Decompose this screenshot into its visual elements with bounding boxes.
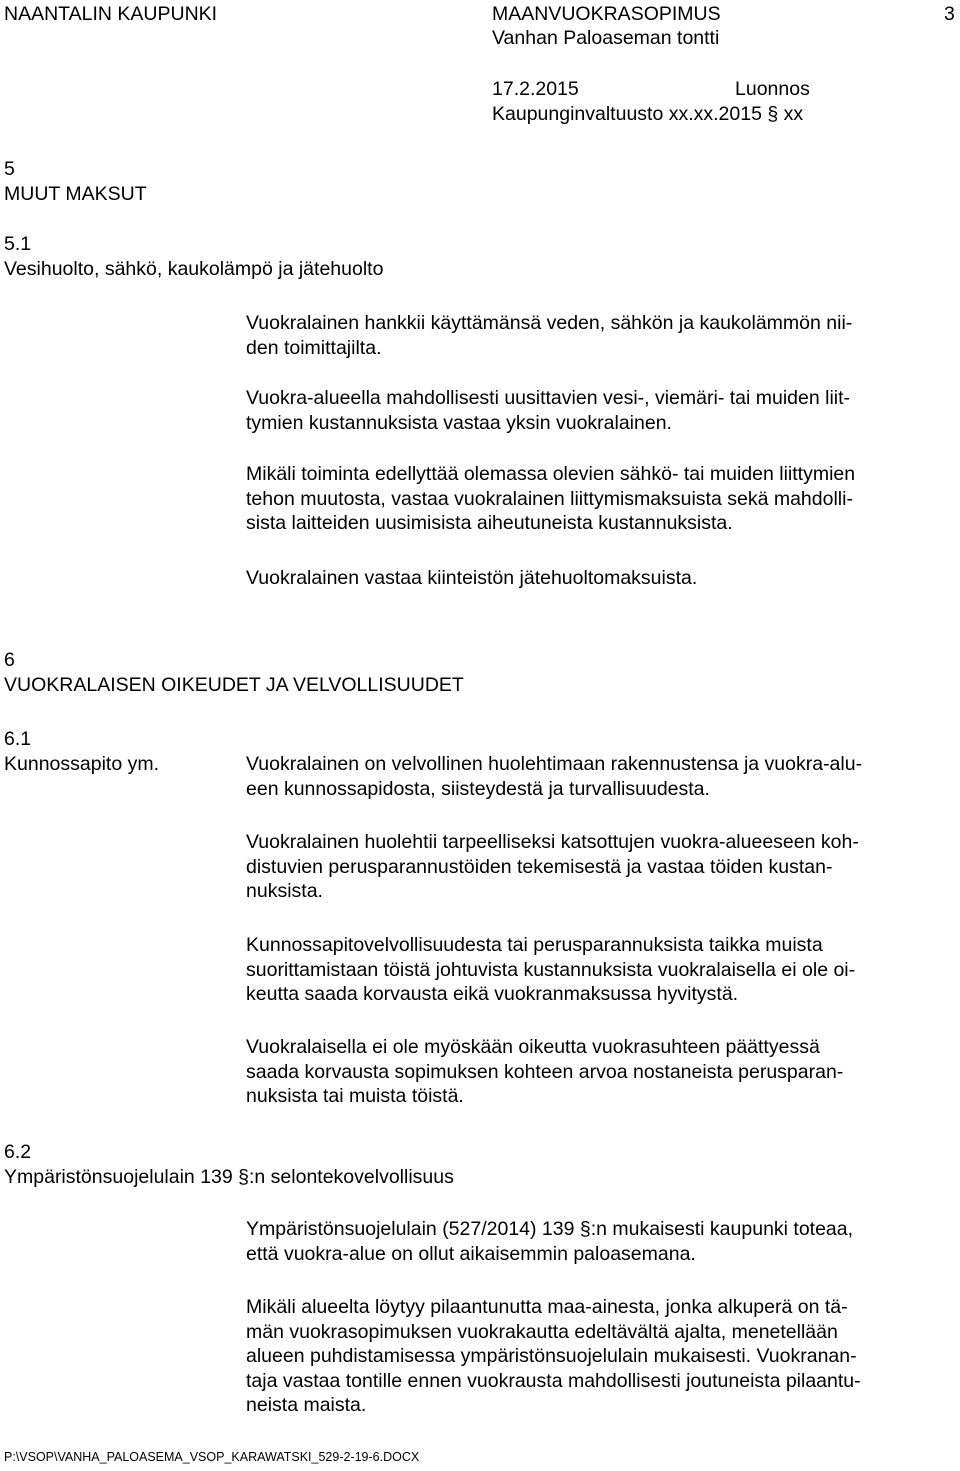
paragraph-line: Vuokralainen huolehtii tarpeelliseksi katsottujen vuokra-alueeseen koh-	[246, 831, 859, 853]
paragraph-line: Kunnossapitovelvollisuudesta tai perusparannuksista taikka muista	[246, 934, 823, 956]
paragraph-line: neista maista.	[246, 1394, 367, 1416]
paragraph-line: suorittamistaan töistä johtuvista kustannuksista vuokralaisella ei ole oi-	[246, 958, 856, 981]
paragraph	[246, 1035, 958, 1109]
paragraph-line: saada korvausta sopimuksen kohteen arvoa nostaneista perusparan-	[246, 1060, 844, 1083]
section-title: MUUT MAKSUT	[4, 183, 147, 205]
paragraph-line: een kunnossapidosta, siisteydestä ja turvallisuudesta.	[246, 777, 710, 800]
paragraph	[246, 462, 958, 536]
paragraph-line: Vuokralainen on velvollinen huolehtimaan rakennustensa ja vuokra-alu-	[246, 753, 863, 775]
paragraph-line: Vuokra-alueella mahdollisesti uusittavien vesi-, viemäri- tai muiden liit-	[246, 387, 851, 409]
paragraph-line: Vuokralainen vastaa kiinteistön jätehuoltomaksuista.	[246, 567, 698, 589]
paragraph-line: Mikäli toiminta edellyttää olemassa olevien sähkö- tai muiden liittymien	[246, 463, 856, 485]
paragraph	[246, 386, 958, 435]
subsection-title: Vesihuolto, sähkö, kaukolämpö ja jätehuolto	[4, 258, 384, 280]
paragraph-line: että vuokra-alue on ollut aikaisemmin paloasemana.	[246, 1242, 696, 1265]
header-page-number: 3	[944, 3, 955, 25]
subsection-title: Kunnossapito ym.	[4, 753, 160, 775]
subsection-number: 6.2	[4, 1141, 32, 1163]
paragraph-line: distuvien perusparannustöiden tekemisestä ja vastaa töiden kustan-	[246, 855, 833, 878]
paragraph-line: Mikäli alueelta löytyy pilaantunutta maa-ainesta, jonka alkuperä on tä-	[246, 1296, 848, 1318]
subsection-number: 5.1	[4, 233, 32, 255]
header-doc-title: MAANVUOKRASOPIMUS	[492, 3, 721, 25]
paragraph-line: Ympäristönsuojelulain (527/2014) 139 §:n mukaisesti kaupunki toteaa,	[246, 1218, 854, 1240]
paragraph-line: män vuokrasopimuksen vuokrakautta edeltävältä ajalta, menetellään	[246, 1320, 838, 1343]
paragraph-line: Vuokralaisella ei ole myöskään oikeutta vuokrasuhteen päättyessä	[246, 1036, 820, 1058]
paragraph	[246, 752, 958, 801]
paragraph-line: Vuokralainen hankkii käyttämänsä veden, sähkön ja kaukolämmön nii-	[246, 312, 853, 334]
header-date: 17.2.2015	[492, 78, 579, 100]
paragraph-line: nuksista.	[246, 880, 323, 902]
paragraph	[246, 933, 958, 1007]
section-number: 6	[4, 649, 15, 671]
header-status: Luonnos	[735, 78, 810, 100]
paragraph-line: keutta saada korvausta eikä vuokranmaksussa hyvitystä.	[246, 983, 739, 1005]
paragraph-line: sista laitteiden uusimisista aiheutuneista kustannuksista.	[246, 512, 733, 534]
subsection-number: 6.1	[4, 728, 32, 750]
footer-file-path: P:\VSOP\VANHA_PALOASEMA_VSOP_KARAWATSKI_529-2-19-6.DOCX	[4, 1450, 420, 1464]
paragraph	[246, 311, 958, 360]
header-city: NAANTALIN KAUPUNKI	[4, 3, 218, 25]
paragraph	[246, 1217, 958, 1266]
subsection-title: Ympäristönsuojelulain 139 §:n selontekovelvollisuus	[4, 1166, 454, 1188]
paragraph-line: tymien kustannuksista vastaa yksin vuokralainen.	[246, 411, 672, 434]
paragraph	[246, 830, 958, 904]
header-council-line: Kaupunginvaltuusto xx.xx.2015 § xx	[492, 103, 804, 125]
paragraph-line: taja vastaa tontille ennen vuokrausta mahdollisesti joutuneista pilaantu-	[246, 1369, 861, 1392]
paragraph-line: nuksista tai muista töistä.	[246, 1085, 464, 1107]
paragraph	[246, 566, 958, 591]
paragraph-line: tehon muutosta, vastaa vuokralainen liittymismaksuista sekä mahdolli-	[246, 487, 853, 510]
section-title: VUOKRALAISEN OIKEUDET JA VELVOLLISUUDET	[4, 674, 464, 696]
paragraph-line: den toimittajilta.	[246, 336, 382, 359]
header-subject: Vanhan Paloaseman tontti	[492, 27, 720, 49]
section-number: 5	[4, 158, 15, 180]
paragraph-line: alueen puhdistamisessa ympäristönsuojelulain mukaisesti. Vuokranan-	[246, 1345, 857, 1367]
paragraph	[246, 1295, 958, 1418]
